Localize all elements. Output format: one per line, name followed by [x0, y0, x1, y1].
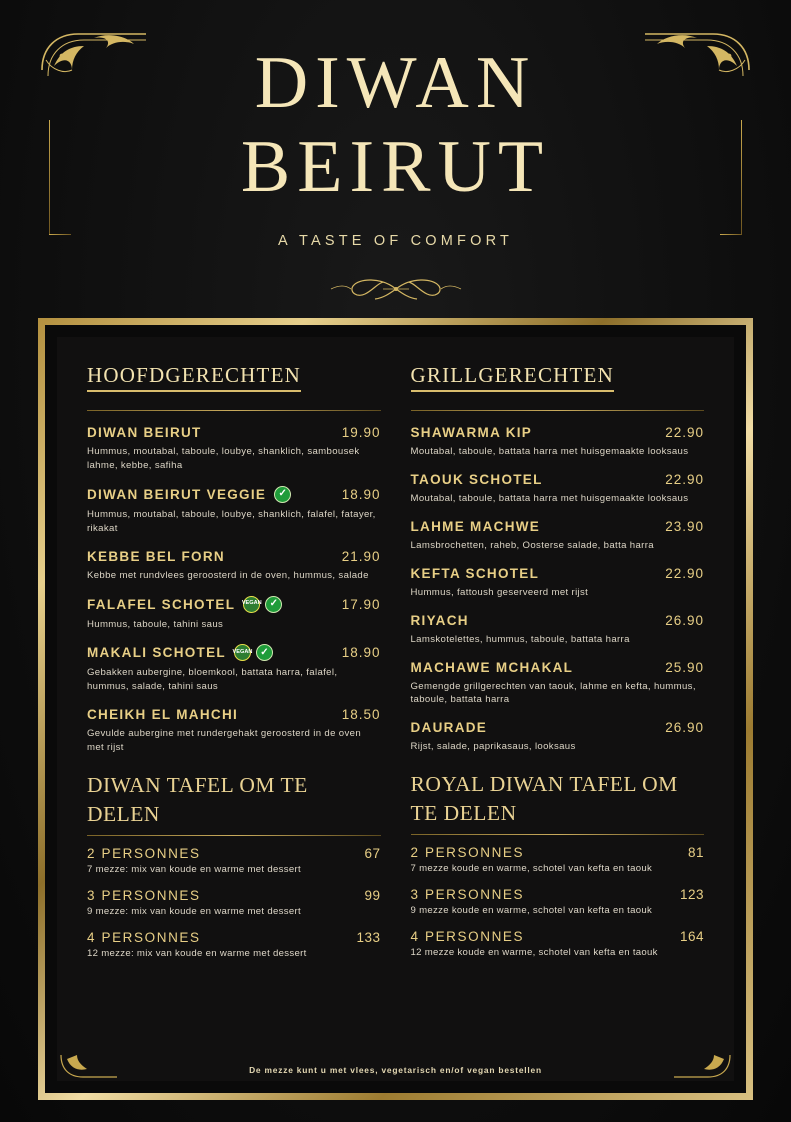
ornament-flourish-icon — [0, 272, 791, 311]
share-item-name: 3 PERSONNES — [87, 888, 201, 903]
menu-item-price: 18.50 — [341, 707, 381, 723]
share-item-description: 12 mezze: mix van koude en warme met dessert — [87, 947, 307, 959]
share-item-name: 4 PERSONNES — [87, 929, 201, 945]
share-item — [411, 929, 705, 960]
menu-item-name: MAKALI SCHOTEL — [87, 645, 226, 661]
menu-item-description: Lamsbrochetten, raheb, Oosterse salade, batta harra — [410, 539, 654, 551]
share-item-price: 99 — [364, 888, 381, 903]
menu-item-price: 25.90 — [665, 659, 704, 675]
menu-item-price: 18.90 — [341, 486, 381, 502]
menu-item-description: Kebbe met rundvlees geroosterd in de oven, hummus, salade — [87, 569, 369, 581]
menu-item-name: DAURADE — [410, 720, 488, 736]
share-item-name: 2 PERSONNES — [87, 846, 201, 862]
menu-item-description: Lamskotelettes, hummus, taboule, battata harra — [410, 633, 630, 645]
share-item-price: 164 — [679, 929, 704, 945]
menu-item-price: 19.90 — [341, 425, 381, 440]
share-item-name: 3 PERSONNES — [410, 887, 525, 903]
vegan-badge-label: VEGAN — [241, 600, 262, 607]
menu-item-description: Hummus, taboule, tahini saus — [87, 618, 224, 630]
menu-item-name: FALAFEL SCHOTEL — [87, 596, 236, 612]
menu-item-price: 18.90 — [341, 645, 381, 661]
menu-item-badges — [243, 596, 282, 613]
share-item-price: 123 — [679, 887, 704, 903]
section-divider — [411, 410, 705, 411]
menu-item-name: CHEIKH EL MAHCHI — [87, 707, 239, 723]
menu-item-price: 22.90 — [665, 471, 704, 487]
section-divider — [87, 410, 381, 411]
menu-item-name: LAHME MACHWE — [410, 518, 541, 534]
share-item-description: 12 mezze koude en warme, schotel van kefta en taouk — [410, 947, 658, 959]
menu-item-price: 17.90 — [341, 596, 381, 612]
section-title-diwan-tafel: DIWAN TAFEL OM TE DELEN — [87, 773, 308, 827]
menu-item-price: 26.90 — [665, 612, 704, 628]
share-item — [411, 845, 705, 876]
vegan-badge-label: VEGAN — [232, 649, 253, 656]
menu-item-name: TAOUK SCHOTEL — [410, 471, 543, 487]
section-title-hoofdgerechten: HOOFDGERECHTEN — [87, 363, 301, 392]
menu-item-description: Moutabal, taboule, battata harra met huisgemaakte looksaus — [410, 492, 689, 504]
menu-item — [411, 519, 705, 553]
menu-frame — [38, 318, 753, 1100]
share-item — [87, 930, 381, 961]
menu-item-badges — [234, 644, 273, 661]
menu-item-description: Hummus, fattoush geserveerd met rijst — [410, 586, 589, 598]
menu-item — [411, 425, 705, 459]
brand-title — [0, 42, 791, 249]
veggie-badge-icon: ✓ — [274, 486, 291, 503]
menu-item-description: Gebakken aubergine, bloemkool, battata harra, falafel, hummus, salade, tahini saus — [87, 667, 338, 693]
menu-item-description: Rijst, salade, paprikasaus, looksaus — [410, 741, 576, 753]
share-item-description: 9 mezze: mix van koude en warme met dessert — [87, 906, 301, 917]
menu-item-price: 22.90 — [665, 425, 704, 440]
brand-title-line1: DIWAN — [254, 42, 537, 124]
share-item-description: 9 mezze koude en warme, schotel van kefta en taouk — [410, 905, 653, 917]
share-item-price: 67 — [364, 846, 381, 862]
menu-item — [87, 644, 381, 694]
veggie-badge-icon: ✓ — [265, 596, 282, 613]
menu-item-price: 21.90 — [341, 548, 381, 564]
menu-item — [87, 596, 381, 632]
menu-item-name: MACHAWE MCHAKAL — [410, 659, 574, 675]
share-item — [411, 887, 705, 918]
menu-item — [411, 613, 705, 647]
menu-item — [411, 720, 705, 754]
menu-content — [57, 337, 734, 1081]
share-item-price: 81 — [687, 845, 704, 861]
share-item-description: 7 mezze: mix van koude en warme met dessert — [87, 864, 301, 876]
menu-item-price: 26.90 — [665, 720, 704, 736]
menu-item — [87, 707, 381, 755]
menu-item — [87, 425, 381, 473]
menu-item-name: KEFTA SCHOTEL — [410, 565, 540, 581]
brand-subtitle: A TASTE OF COMFORT — [277, 232, 514, 249]
share-item-description: 7 mezze koude en warme, schotel van kefta en taouk — [410, 863, 653, 875]
menu-item-description: Gemengde grillgerechten van taouk, lahme en kefta, hummus, taboule, battata harra — [410, 680, 696, 706]
menu-item — [411, 472, 705, 506]
vegan-badge-icon — [234, 644, 251, 661]
menu-item-name: DIWAN BEIRUT — [87, 425, 202, 440]
menu-footnote: De mezze kunt u met vlees, vegetarisch en/of vegan bestellen — [249, 1065, 542, 1075]
menu-item-name: SHAWARMA KIP — [410, 425, 533, 440]
menu-header — [0, 0, 791, 318]
section-divider — [411, 834, 705, 835]
menu-item-description: Gevulde aubergine met rundergehakt geroosterd in de oven met rijst — [87, 728, 362, 754]
share-item-name: 2 PERSONNES — [410, 845, 525, 861]
veggie-badge-icon: ✓ — [256, 644, 273, 661]
section-title-grillgerechten: GRILLGERECHTEN — [411, 363, 614, 392]
menu-item-description: Hummus, moutabal, taboule, loubye, shanklich, falafel, fatayer, rikakat — [87, 508, 376, 534]
menu-item-name: RIYACH — [410, 612, 469, 628]
section-title-royal-diwan-tafel: ROYAL DIWAN TAFEL OM TE DELEN — [410, 772, 678, 826]
menu-item-name: KEBBE BEL FORN — [87, 548, 225, 564]
brand-title-line2: BEIRUT — [240, 126, 551, 209]
column-hoofdgerechten — [87, 363, 381, 1071]
menu-item-description: Moutabal, taboule, battata harra met huisgemaakte looksaus — [410, 446, 689, 457]
menu-item-name: DIWAN BEIRUT VEGGIE — [87, 486, 267, 502]
share-item — [87, 888, 381, 919]
menu-item-badges — [274, 486, 291, 503]
menu-item — [87, 486, 381, 536]
menu-item-description: Hummus, moutabal, taboule, loubye, shanklich, sambousek lahme, kebbe, safiha — [87, 446, 360, 471]
share-item-name: 4 PERSONNES — [410, 929, 525, 945]
vegan-badge-icon — [243, 596, 260, 613]
share-item — [87, 846, 381, 877]
column-grillgerechten — [411, 363, 705, 1071]
menu-item — [411, 566, 705, 600]
share-item-price: 133 — [356, 929, 381, 945]
menu-item-price: 22.90 — [665, 565, 704, 581]
menu-item-price: 23.90 — [665, 518, 704, 534]
menu-item — [411, 660, 705, 708]
section-divider — [87, 835, 381, 836]
menu-item — [87, 549, 381, 583]
